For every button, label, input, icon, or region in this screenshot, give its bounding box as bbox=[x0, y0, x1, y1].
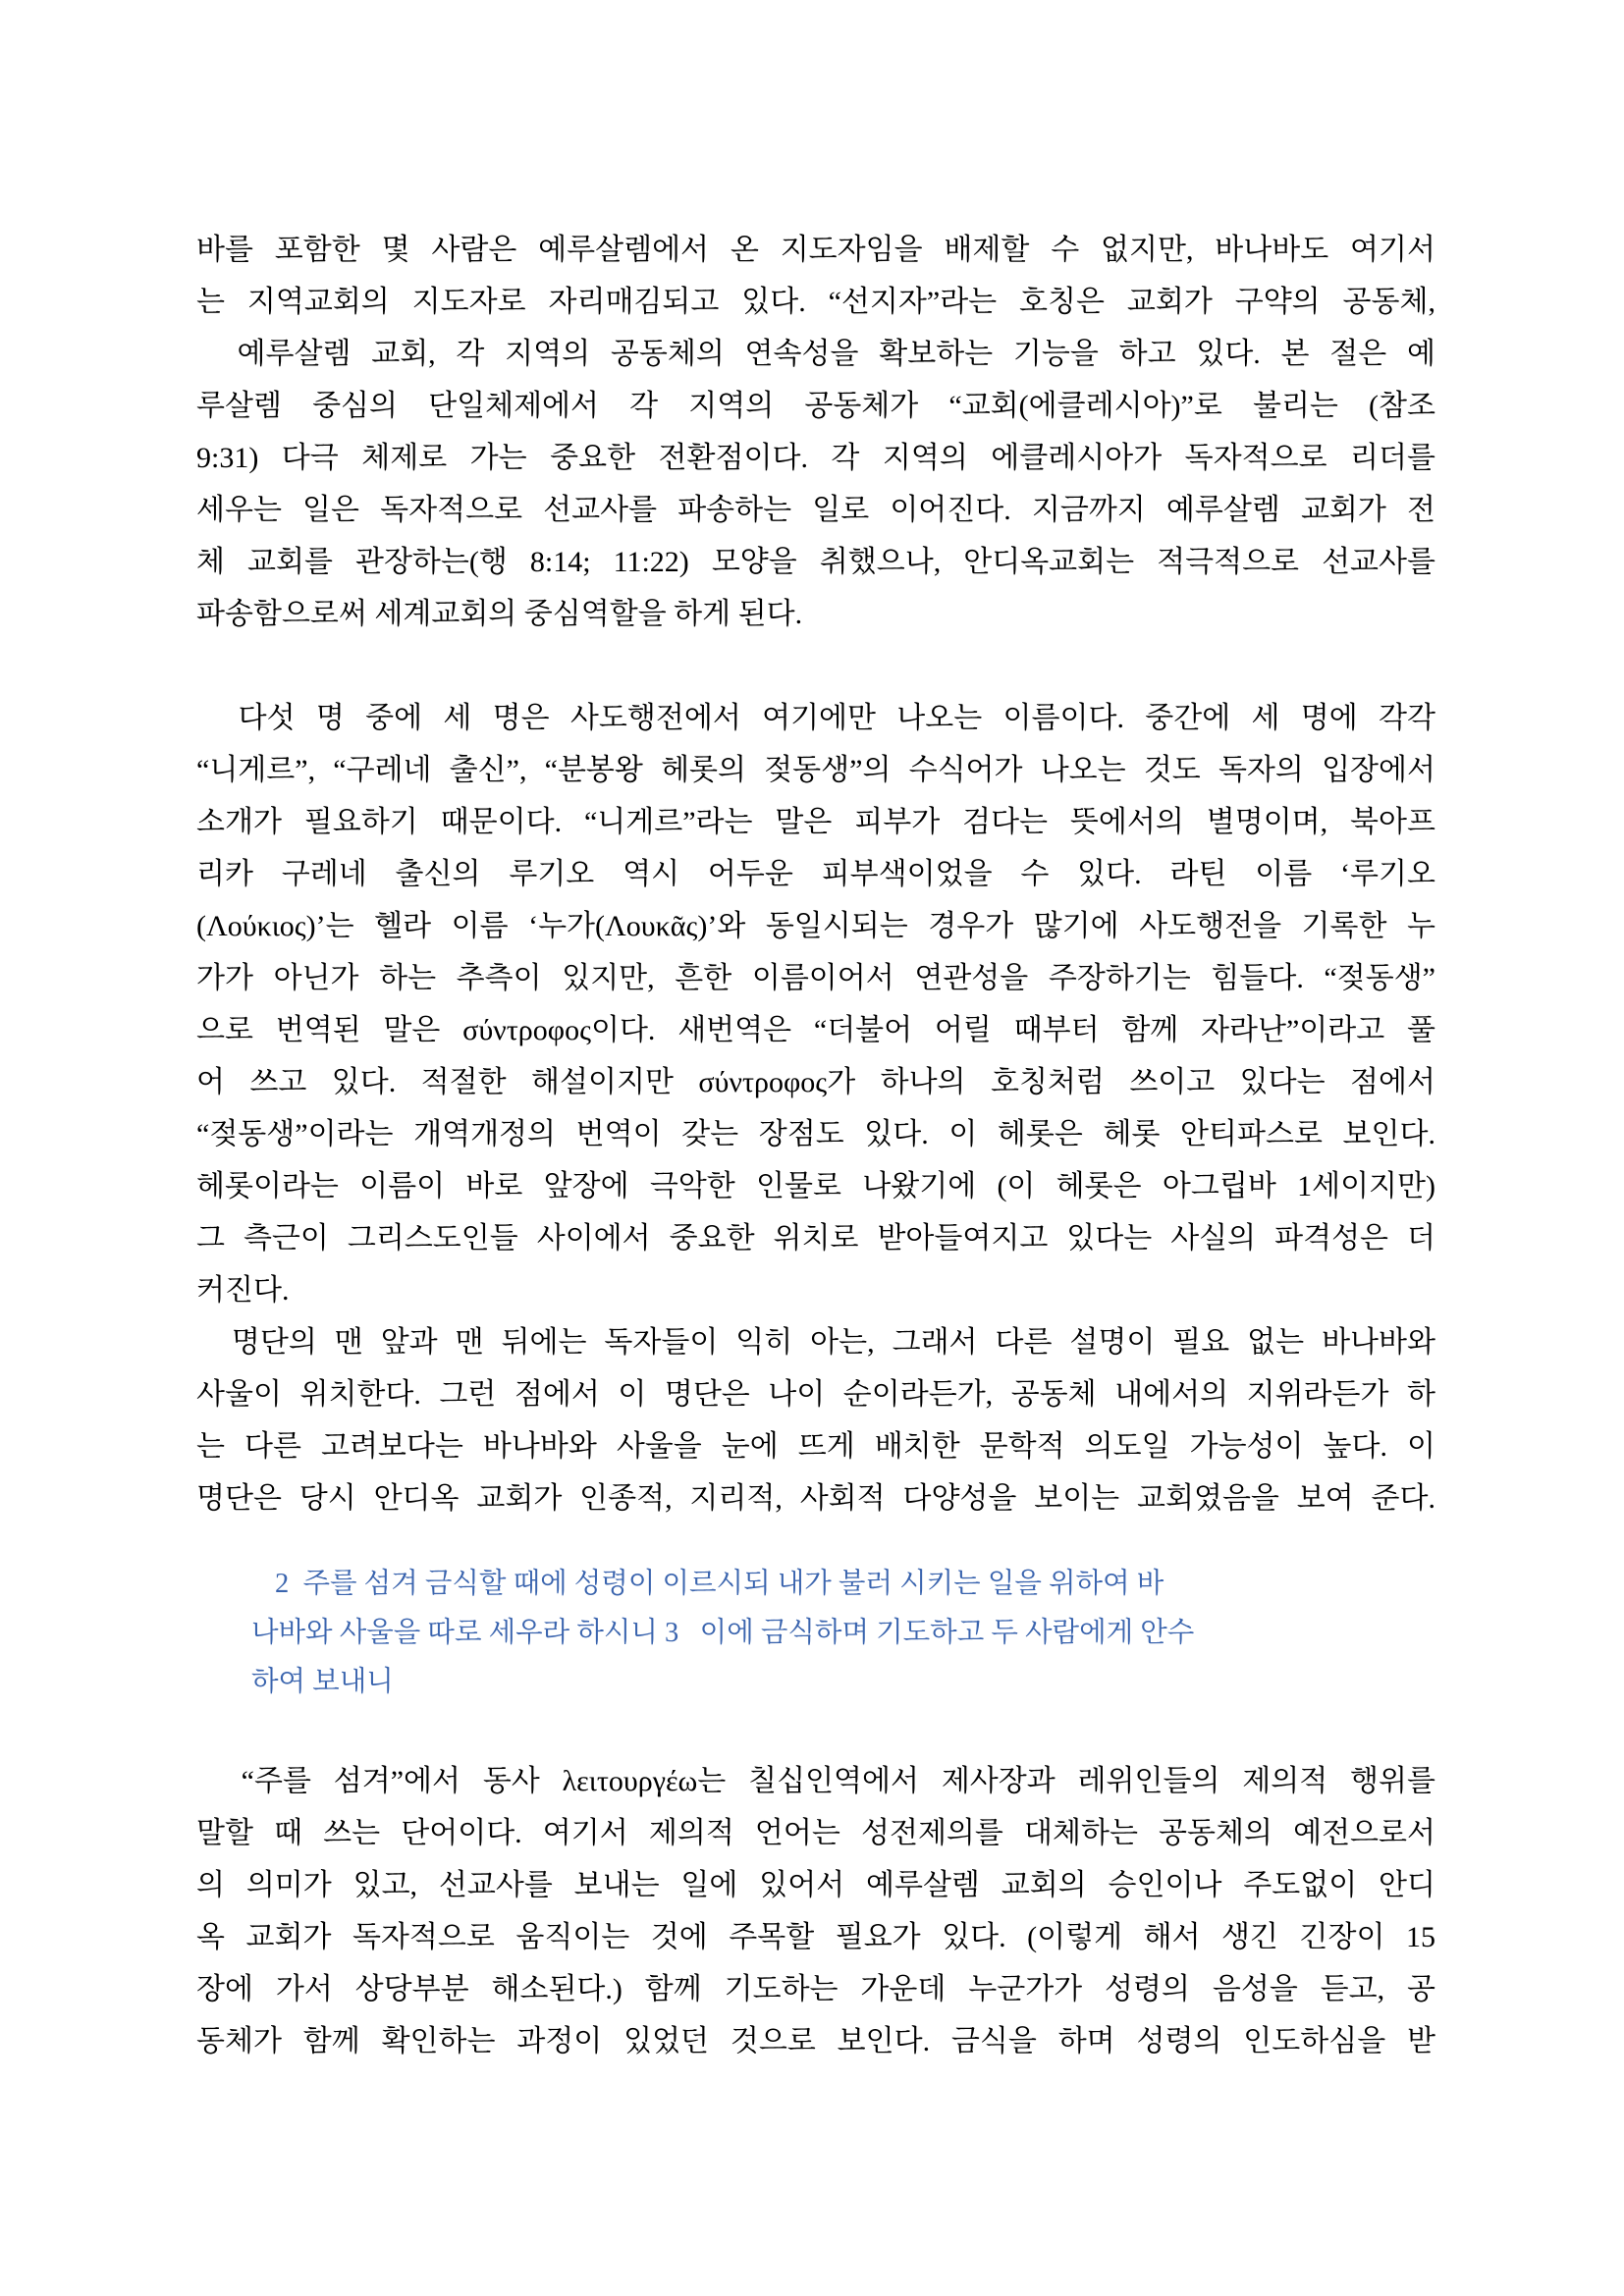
scripture-quote-line: 나바와 사울을 따로 세우라 하시니 3 이에 금식하며 기도하고 두 사람에게 안수 bbox=[251, 1618, 1195, 1648]
text-line: 장에 가서 상당부분 해소된다.) 함께 기도하는 가운데 누군가가 성령의 음성을 듣고, 공 bbox=[196, 1973, 1435, 2005]
scripture-quote-line: 하여 보내니 bbox=[251, 1667, 394, 1697]
paragraph-3 bbox=[196, 1316, 1435, 1524]
text-line: “젖동생”이라는 개역개정의 번역이 갖는 장점도 있다. 이 헤롯은 헤롯 안티파스로 보인다. bbox=[196, 1118, 1435, 1150]
text-line: 체 교회를 관장하는(행 8:14; 11:22) 모양을 취했으나, 안디옥교회는 적극적으로 선교사를 bbox=[196, 546, 1435, 578]
text-line: 파송함으로써 세계교회의 중심역할을 하게 된다. bbox=[196, 598, 803, 630]
paragraph-spacer bbox=[196, 640, 1435, 692]
paragraph-2 bbox=[196, 692, 1435, 1316]
text-line: 바를 포함한 몇 사람은 예루살렘에서 온 지도자임을 배제할 수 없지만, 바나바도 여기서 bbox=[196, 234, 1435, 266]
text-line: 커진다. bbox=[196, 1274, 290, 1307]
text-line: 예루살렘 교회, 각 지역의 공동체의 연속성을 확보하는 기능을 하고 있다. 본 절은 예 bbox=[196, 338, 1435, 370]
text-line: 말할 때 쓰는 단어이다. 여기서 제의적 언어는 성전제의를 대체하는 공동체의 예전으로서 bbox=[196, 1817, 1435, 1849]
text-line: “니게르”, “구레네 출신”, “분봉왕 헤롯의 젖동생”의 수식어가 나오는 것도 독자의 입장에서 bbox=[196, 754, 1435, 786]
text-line: 가가 아닌가 하는 추측이 있지만, 흔한 이름이어서 연관성을 주장하기는 힘들다. “젖동생” bbox=[196, 962, 1435, 994]
text-line: 그 측근이 그리스도인들 사이에서 중요한 위치로 받아들여지고 있다는 사실의 파격성은 더 bbox=[196, 1222, 1435, 1255]
text-line: 9:31) 다극 체제로 가는 중요한 전환점이다. 각 지역의 에클레시아가 독자적으로 리더를 bbox=[196, 442, 1435, 474]
text-line: 루살렘 중심의 단일체제에서 각 지역의 공동체가 “교회(에클레시아)”로 불리는 (참조 bbox=[196, 390, 1435, 422]
text-line: 소개가 필요하기 때문이다. “니게르”라는 말은 피부가 검다는 뜻에서의 별명이며, 북아프 bbox=[196, 806, 1435, 838]
text-line: 으로 번역된 말은 σύντροφος이다. 새번역은 “더불어 어릴 때부터 함께 자라난”이라고 풀 bbox=[196, 1014, 1435, 1046]
text-line: 의 의미가 있고, 선교사를 보내는 일에 있어서 예루살렘 교회의 승인이나 주도없이 안디 bbox=[196, 1869, 1435, 1901]
text-line: 헤롯이라는 이름이 바로 앞장에 극악한 인물로 나왔기에 (이 헤롯은 아그립바 1세이지만) bbox=[196, 1170, 1435, 1202]
text-line: 세우는 일은 독자적으로 선교사를 파송하는 일로 이어진다. 지금까지 예루살렘 교회가 전 bbox=[196, 494, 1435, 526]
text-line: (Λούκιος)’는 헬라 이름 ‘누가(Λουκᾶς)’와 동일시되는 경우가 많기에 사도행전을 기록한 누 bbox=[196, 910, 1435, 942]
document-body bbox=[196, 224, 1435, 2067]
text-line: 다섯 명 중에 세 명은 사도행전에서 여기에만 나오는 이름이다. 중간에 세 명에 각각 bbox=[196, 702, 1435, 734]
text-line: “주를 섬겨”에서 동사 λειτουργέω는 칠십인역에서 제사장과 레위인들의 제의적 행위를 bbox=[196, 1765, 1435, 1797]
text-line: 는 지역교회의 지도자로 자리매김되고 있다. “선지자”라는 호칭은 교회가 구약의 공동체, bbox=[196, 286, 1435, 318]
text-line: 어 쓰고 있다. 적절한 해설이지만 σύντροφος가 하나의 호칭처럼 쓰이고 있다는 점에서 bbox=[196, 1066, 1435, 1098]
paragraph-1 bbox=[196, 224, 1435, 640]
paragraph-4 bbox=[196, 1755, 1435, 2067]
scripture-quote-line: 2 주를 섬겨 금식할 때에 성령이 이르시되 내가 불러 시키는 일을 위하여 바 bbox=[275, 1569, 1164, 1599]
text-line: 동체가 함께 확인하는 과정이 있었던 것으로 보인다. 금식을 하며 성령의 인도하심을 받 bbox=[196, 2025, 1435, 2057]
text-line: 는 다른 고려보다는 바나바와 사울을 눈에 뜨게 배치한 문학적 의도일 가능성이 높다. 이 bbox=[196, 1430, 1435, 1463]
scripture-quote-block bbox=[251, 1560, 1317, 1707]
text-line: 옥 교회가 독자적으로 움직이는 것에 주목할 필요가 있다. (이렇게 해서 생긴 긴장이 15 bbox=[196, 1921, 1435, 1953]
text-line: 명단은 당시 안디옥 교회가 인종적, 지리적, 사회적 다양성을 보이는 교회였음을 보여 준다. bbox=[196, 1482, 1435, 1515]
text-line: 사울이 위치한다. 그런 점에서 이 명단은 나이 순이라든가, 공동체 내에서의 지위라든가 하 bbox=[196, 1378, 1435, 1411]
text-line: 리카 구레네 출신의 루기오 역시 어두운 피부색이었을 수 있다. 라틴 이름 ‘루기오 bbox=[196, 858, 1435, 890]
text-line: 명단의 맨 앞과 맨 뒤에는 독자들이 익히 아는, 그래서 다른 설명이 필요 없는 바나바와 bbox=[196, 1326, 1435, 1359]
